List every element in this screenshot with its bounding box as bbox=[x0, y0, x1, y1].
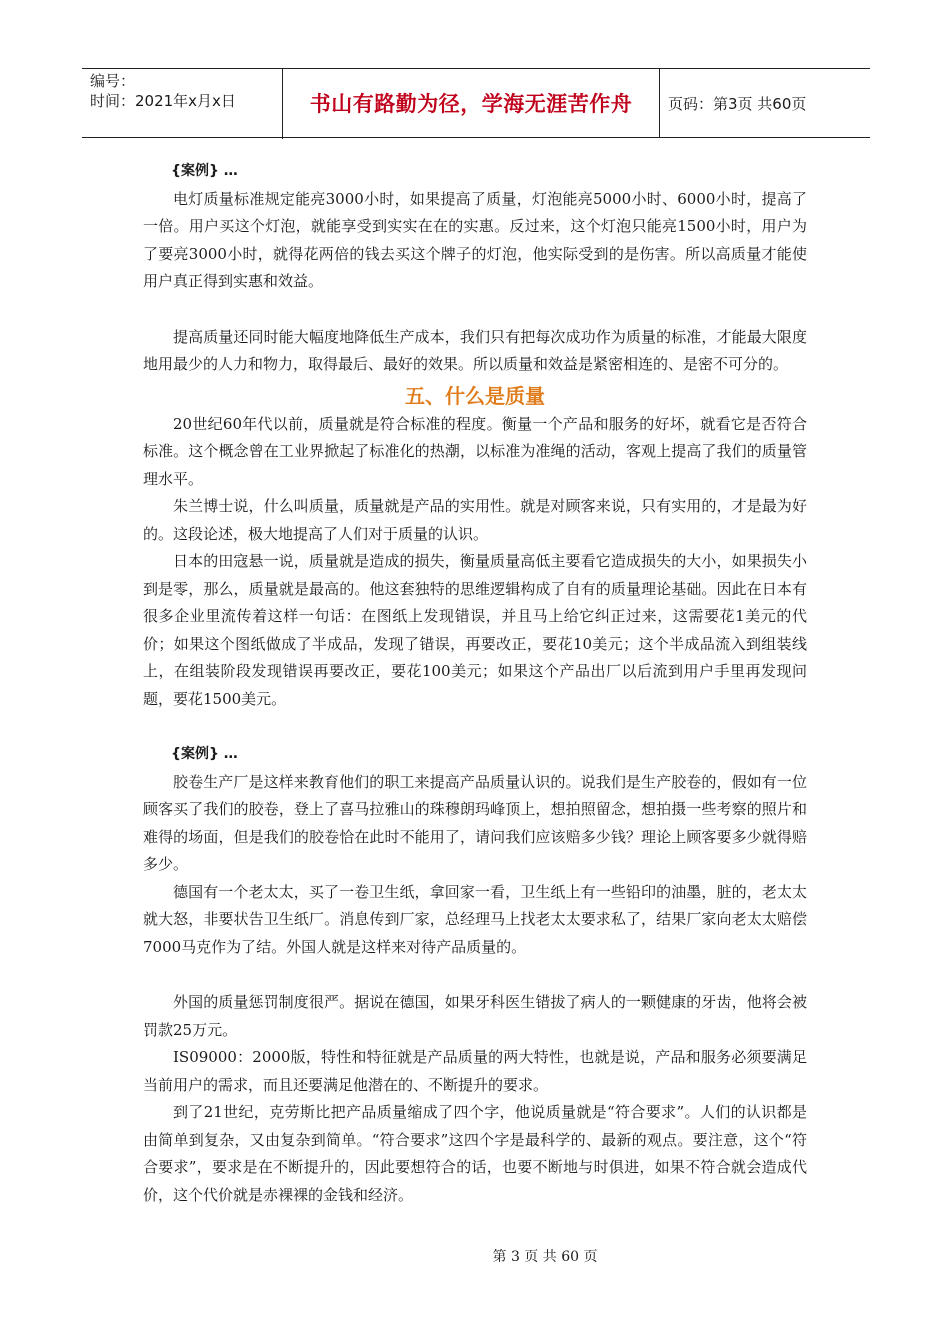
paragraph: 朱兰博士说，什么叫质量，质量就是产品的实用性。就是对顾客来说，只有实用的，才是最为好的。这段论述，极大地提高了人们对于质量的认识。 bbox=[143, 497, 807, 543]
document-body bbox=[143, 158, 807, 1209]
section-title: 五、什么是质量 bbox=[405, 383, 545, 408]
header-meta bbox=[82, 69, 283, 139]
page-header bbox=[82, 68, 870, 138]
paragraph: 到了21世纪，克劳斯比把产品质量缩成了四个字，他说质量就是“符合要求”。人们的认识都是由简单到复杂，又由复杂到简单。“符合要求”这四个字是最科学的、最新的观点。要注意，这个“符合要求”，要求是在不断提升的，因此要想符合的话，也要不断地与时俱进，如果不符合就会造成代价，这个代价就是赤裸裸的金钱和经济。 bbox=[143, 1103, 807, 1204]
paragraph: 提高质量还同时能大幅度地降低生产成本，我们只有把每次成功作为质量的标准，才能最大限度地用最少的人力和物力，取得最后、最好的效果。所以质量和效益是紧密相连的、是密不可分的。 bbox=[143, 327, 807, 373]
header-motto-cell bbox=[283, 69, 660, 137]
paragraph: 外国的质量惩罚制度很严。据说在德国，如果牙科医生错拔了病人的一颗健康的牙齿，他将会被罚款25万元。 bbox=[143, 993, 807, 1039]
case-label: {案例} … bbox=[171, 746, 238, 762]
paragraph: 日本的田寇悬一说，质量就是造成的损失，衡量质量高低主要看它造成损失的大小，如果损失小到是零，那么，质量就是最高的。他这套独特的思维逻辑构成了自有的质量理论基础。因此在日本有很多企业里流传着这样一句话：在图纸上发现错误，并且马上给它纠正过来，这需要花1美元的代价；如果这个图纸做成了半成品，发现了错误，再要改正，要花10美元；这个半成品流入到组装线上，在组装阶段发现错误再要改正，要花100美元；如果这个产品出厂以后流到用户手里再发现问题，要花1500美元。 bbox=[143, 552, 807, 708]
header-page-number: 页码：第3页 共60页 bbox=[668, 94, 807, 113]
paragraph: IS09000：2000版，特性和特征就是产品质量的两大特性，也就是说，产品和服务必须要满足当前用户的需求，而且还要满足他潜在的、不断提升的要求。 bbox=[143, 1048, 807, 1094]
header-motto: 书山有路勤为径，学海无涯苦作舟 bbox=[309, 92, 633, 116]
header-number: 编号： bbox=[90, 72, 136, 90]
paragraph: 胶卷生产厂是这样来教育他们的职工来提高产品质量认识的。说我们是生产胶卷的，假如有一位顾客买了我们的胶卷，登上了喜马拉雅山的珠穆朗玛峰顶上，想拍照留念，想拍摄一些考察的照片和难得的场面，但是我们的胶卷恰在此时不能用了，请问我们应该赔多少钱？理论上顾客要多少就得赔多少。 bbox=[143, 772, 807, 873]
paragraph: 德国有一个老太太，买了一卷卫生纸，拿回家一看，卫生纸上有一些铅印的油墨，脏的，老太太就大怒，非要状告卫生纸厂。消息传到厂家，总经理马上找老太太要求私了，结果厂家向老太太赔偿7000马克作为了结。外国人就是这样来对待产品质量的。 bbox=[143, 882, 807, 956]
case-label: {案例} … bbox=[171, 163, 238, 179]
header-date: 时间：2021年x月x日 bbox=[90, 92, 236, 110]
paragraph: 电灯质量标准规定能亮3000小时，如果提高了质量，灯泡能亮5000小时、6000小时，提高了一倍。用户买这个灯泡，就能享受到实实在在的实惠。反过来，这个灯泡只能亮1500小时，用户为了要亮3000小时，就得花两倍的钱去买这个牌子的灯泡，他实际受到的是伤害。所以高质量才能使用户真正得到实惠和效益。 bbox=[143, 189, 807, 290]
paragraph: 20世纪60年代以前，质量就是符合标准的程度。衡量一个产品和服务的好坏，就看它是否符合标准。这个概念曾在工业界掀起了标准化的热潮，以标准为准绳的活动，客观上提高了我们的质量管理水平。 bbox=[143, 414, 807, 488]
page-footer: 第 3 页 共 60 页 bbox=[492, 1249, 598, 1265]
